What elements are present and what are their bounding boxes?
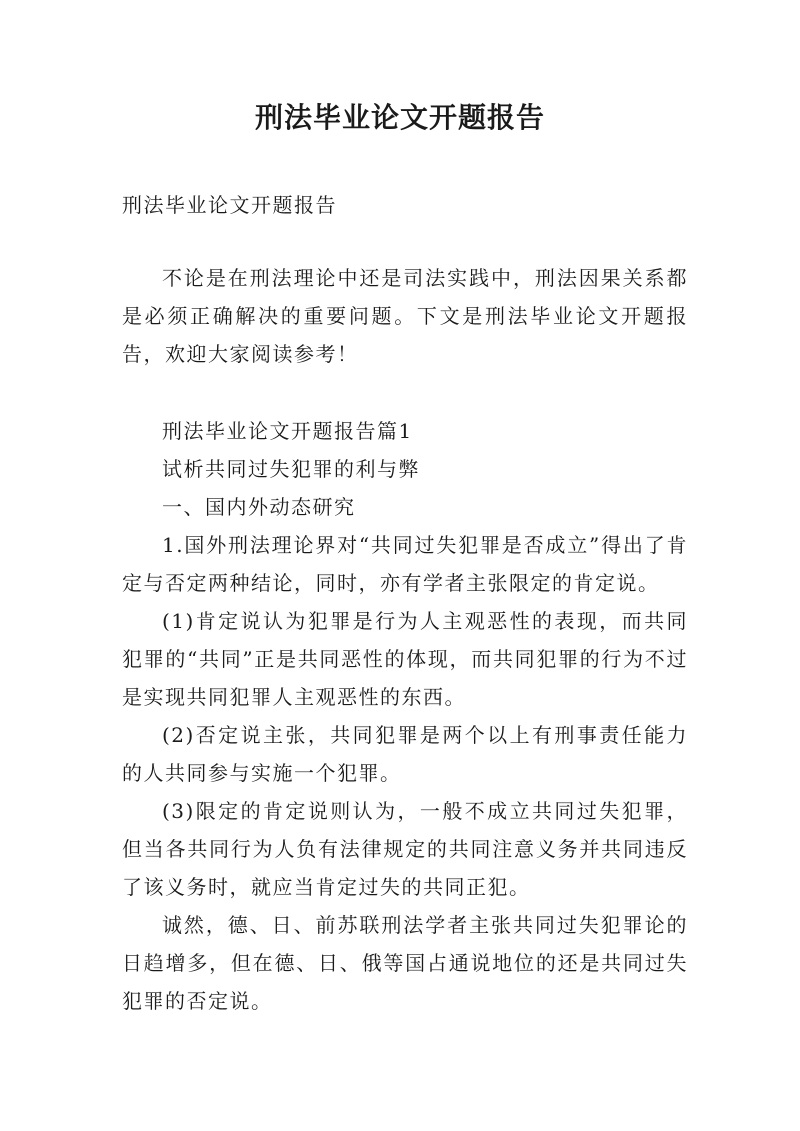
body-paragraph: (1)肯定说认为犯罪是行为人主观恶性的表现，而共同犯罪的“共同”正是共同恶性的体现，而共同犯罪的行为不过是实现共同犯罪人主观恶性的东西。 [122, 609, 688, 709]
intro-paragraph: 不论是在刑法理论中还是司法实践中，刑法因果关系都是必须正确解决的重要问题。下文是刑法毕业论文开题报告，欢迎大家阅读参考！ [122, 266, 688, 366]
body-paragraph: 1.国外刑法理论界对“共同过失犯罪是否成立”得出了肯定与否定两种结论，同时，亦有学者主张限定的肯定说。 [122, 533, 688, 595]
body-paragraph: (2)否定说主张，共同犯罪是两个以上有刑事责任能力的人共同参与实施一个犯罪。 [122, 723, 688, 785]
document-title: 刑法毕业论文开题报告 [254, 101, 545, 134]
document-subtitle: 刑法毕业论文开题报告 [122, 193, 337, 217]
body-paragraph: 诚然，德、日、前苏联刑法学者主张共同过失犯罪论的日趋增多，但在德、日、俄等国占通说地位的还是共同过失犯罪的否定说。 [122, 913, 688, 1013]
section-heading: 一、国内外动态研究 [162, 495, 356, 519]
paper-title: 试析共同过失犯罪的利与弊 [162, 457, 420, 481]
chapter-heading: 刑法毕业论文开题报告篇1 [162, 419, 413, 443]
body-paragraph: (3)限定的肯定说则认为，一般不成立共同过失犯罪，但当各共同行为人负有法律规定的共同注意义务并共同违反了该义务时，就应当肯定过失的共同正犯。 [122, 799, 688, 899]
